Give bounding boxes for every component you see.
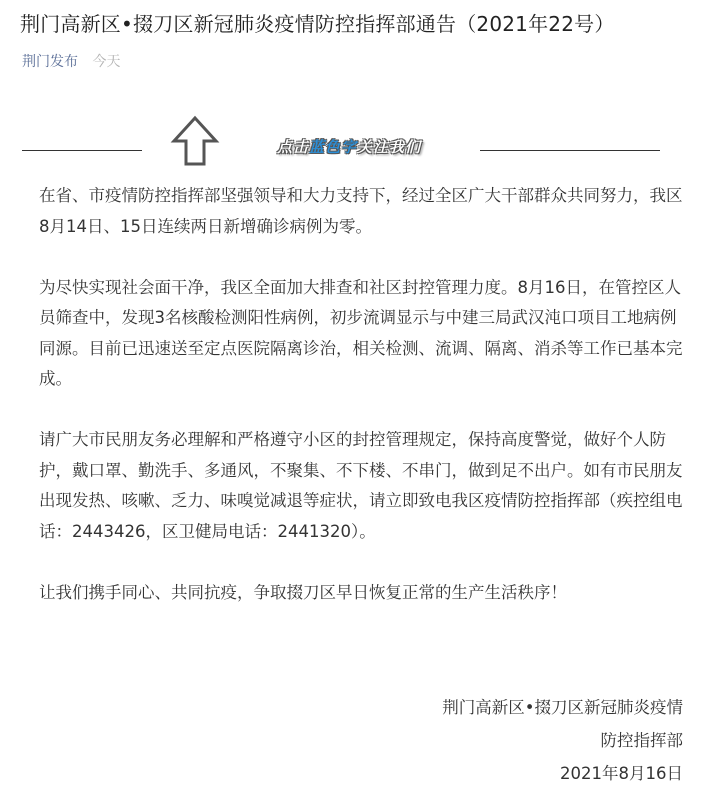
- article-title: 荆门高新区•掇刀区新冠肺炎疫情防控指挥部通告（2021年22号）: [20, 12, 615, 36]
- paragraph: 为尽快实现社会面干净，我区全面加大排查和社区封控管理力度。8月16日，在管控区人员筛查中，发现3名核酸检测阳性病例，初步流调显示与中建三局武汉沌口项目工地病例同源。目前已迅速送至定点医院隔离诊治，相关检测、流调、隔离、消杀等工作已基本完成。: [39, 277, 683, 388]
- signature-block: [442, 691, 683, 790]
- signature-org-line2: 防控指挥部: [600, 731, 683, 750]
- divider-right: [480, 150, 660, 151]
- article-body: [39, 181, 689, 639]
- paragraph: 请广大市民朋友务必理解和严格遵守小区的封控管理规定，保持高度警觉，做好个人防护，戴口罩、勤洗手、多通风，不聚集、不下楼、不串门，做到足不出户。如有市民朋友出现发热、咳嗽、乏力、味嗅觉减退等症状，请立即致电我区疫情防控指挥部（疾控组电话：2443426，区卫健局电话：2441320）。: [39, 430, 683, 541]
- up-arrow-icon: [170, 115, 220, 167]
- paragraph: 在省、市疫情防控指挥部坚强领导和大力支持下，经过全区广大干部群众共同努力，我区8月14日、15日连续两日新增确诊病例为零。: [39, 186, 683, 236]
- article-meta: [22, 52, 120, 72]
- divider-left: [22, 150, 142, 151]
- follow-us-text[interactable]: [277, 136, 421, 157]
- follow-suffix: 关注我们: [357, 138, 422, 156]
- follow-banner: [0, 112, 705, 172]
- signature-date: 2021年8月16日: [560, 764, 683, 783]
- account-name-link[interactable]: 荆门发布: [22, 54, 78, 70]
- paragraph: 让我们携手同心、共同抗疫，争取掇刀区早日恢复正常的生产生活秩序！: [39, 582, 567, 602]
- signature-org-line1: 荆门高新区•掇刀区新冠肺炎疫情: [442, 698, 683, 717]
- publish-date: 今天: [92, 54, 121, 70]
- follow-prefix: 点击: [277, 138, 310, 156]
- follow-highlight: 蓝色字: [309, 138, 358, 156]
